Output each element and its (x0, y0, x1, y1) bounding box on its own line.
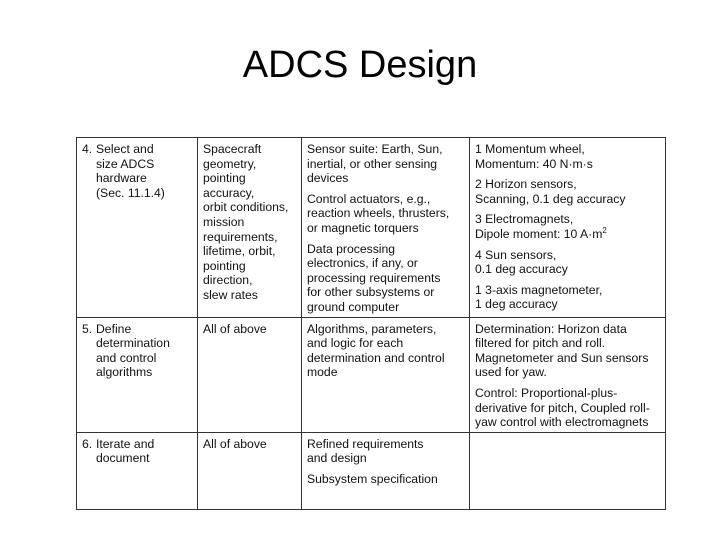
electromagnets-line: 3 Electromagnets, (475, 212, 574, 227)
inputs-text: All of above (203, 436, 267, 451)
step-number: 5. (82, 321, 93, 336)
inputs-text: Spacecraft geometry, pointing accuracy, orbit conditions, mission requirements, lifetime, orbit, pointing direction, slew rates (203, 142, 289, 302)
dipole-line: Dipole moment: 10 A·m (475, 226, 603, 241)
example-cell (470, 138, 666, 318)
dipole-exponent: 2 (602, 225, 607, 235)
table-row (77, 432, 666, 509)
example-item-magnetometer: 1 3-axis magnetometer, 1 deg accuracy (475, 282, 603, 312)
example-cell (470, 317, 666, 432)
step-description: Iterate and document (96, 436, 155, 466)
example-item-control: Control: Proportional-plus- derivative for pitch, Coupled roll- yaw control with electromagnets (475, 385, 650, 430)
inputs-cell (198, 432, 302, 509)
inputs-text: All of above (203, 321, 267, 336)
table-row (77, 317, 666, 432)
output-item: Sensor suite: Earth, Sun, inertial, or other sensing devices (307, 142, 443, 186)
example-cell (470, 432, 666, 509)
example-item-momentum-wheel (475, 142, 661, 171)
step-description: Define determination and control algorithms (96, 321, 170, 380)
output-item: Data processing electronics, if any, or processing requirements for other subsystems or ground computer (307, 241, 441, 314)
step-cell (77, 432, 198, 509)
outputs-cell (302, 317, 470, 432)
output-item: Subsystem specification (307, 471, 438, 486)
step-number: 6. (82, 436, 93, 451)
example-item-sun-sensors: 4 Sun sensors, 0.1 deg accuracy (475, 247, 568, 277)
output-item: Control actuators, e.g., reaction wheels, thrusters, or magnetic torquers (307, 191, 450, 235)
outputs-cell (302, 138, 470, 318)
step-cell (77, 317, 198, 432)
slide-title: ADCS Design (242, 44, 478, 86)
inputs-cell (198, 138, 302, 318)
momentum-line: Momentum: 40 N·m·s (475, 156, 593, 171)
example-item-determination: Determination: Horizon data filtered for pitch and roll. Magnetometer and Sun sensors used for yaw. (475, 321, 649, 380)
output-item: Refined requirements and design (307, 436, 424, 466)
table-row (77, 138, 666, 318)
adcs-design-table (76, 137, 666, 510)
step-number: 4. (82, 142, 93, 156)
step-cell (77, 138, 198, 318)
adcs-design-table-wrapper (76, 137, 665, 506)
inputs-cell (198, 317, 302, 432)
wheel-line: 1 Momentum wheel, (475, 142, 585, 156)
example-item-horizon-sensors: 2 Horizon sensors, Scanning, 0.1 deg accuracy (475, 177, 626, 206)
output-item: Algorithms, parameters, and logic for each determination and control mode (307, 321, 445, 380)
outputs-cell (302, 432, 470, 509)
step-description: Select and size ADCS hardware (Sec. 11.1.4) (96, 142, 165, 200)
example-item-electromagnets (475, 212, 661, 241)
